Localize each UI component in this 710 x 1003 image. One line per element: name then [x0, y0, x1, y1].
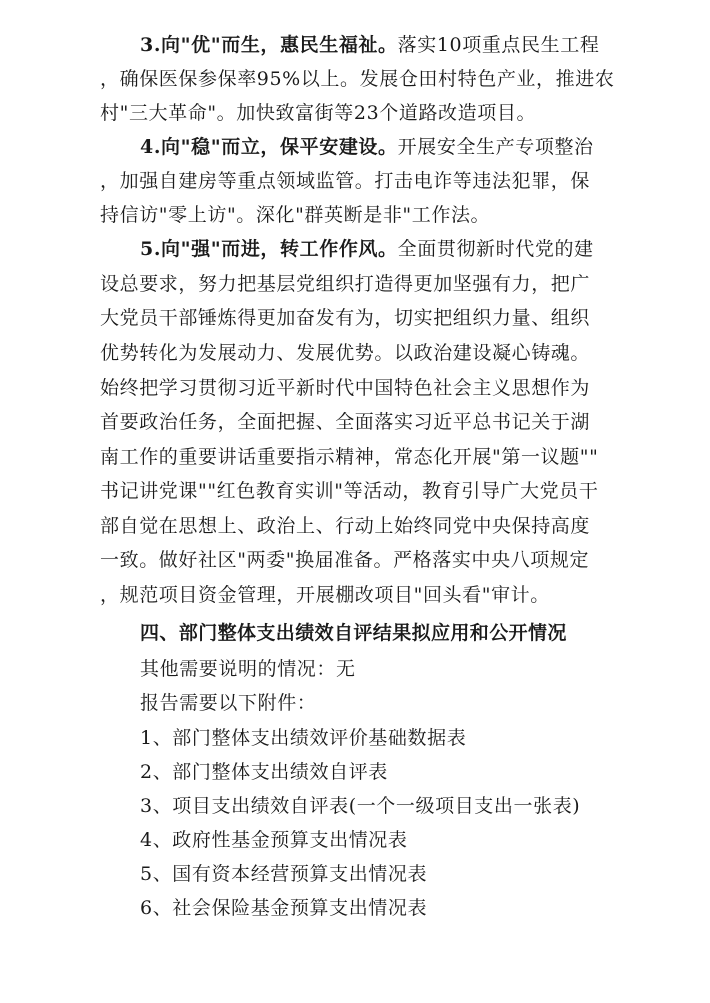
attachment-item: 6、社会保险基金预算支出情况表 [140, 897, 428, 919]
paragraph-5-line-5: 始终把学习贯彻习近平新时代中国特色社会主义思想作为 [100, 377, 591, 399]
attachment-item: 3、项目支出绩效自评表(一个一级项目支出一张表) [140, 795, 581, 817]
paragraph-4-line-1 [140, 135, 594, 159]
paragraph-3-line-1 [140, 33, 599, 57]
paragraph-4-lead: 4.向"稳"而立，保平安建设。 [140, 136, 398, 158]
paragraph-5-line-11: ，规范项目资金管理，开展棚改项目"回头看"审计。 [100, 584, 550, 606]
paragraph-5-line-1 [140, 237, 594, 261]
paragraph-3-text: 落实10项重点民生工程 [397, 34, 600, 56]
paragraph-5-line-6: 首要政治任务，全面把握、全面落实习近平总书记关于湖 [100, 411, 591, 433]
paragraph-5-line-4: 优势转化为发展动力、发展优势。以政治建设凝心铸魂。 [100, 342, 591, 364]
paragraph-5-text: 全面贯彻新时代党的建 [397, 238, 594, 260]
paragraph-3-lead: 3.向"优"而生，惠民生福祉。 [140, 34, 398, 56]
paragraph-5-lead: 5.向"强"而进，转工作作风。 [140, 238, 398, 260]
paragraph-5-line-9: 部自觉在思想上、政治上、行动上始终同党中央保持高度 [100, 515, 591, 537]
paragraph-5-line-8: 书记讲党课""红色教育实训"等活动，教育引导广大党员干 [100, 480, 599, 502]
attachment-item: 2、部门整体支出绩效自评表 [140, 761, 388, 783]
paragraph-3-line-2: ，确保医保参保率95%以上。发展仓田村特色产业，推进农 [100, 68, 615, 90]
paragraph-3-line-3: 村"三大革命"。加快致富街等23个道路改造项目。 [100, 102, 537, 124]
attachment-item: 1、部门整体支出绩效评价基础数据表 [140, 727, 467, 749]
paragraph-4-line-2: ，加强自建房等重点领域监管。打击电诈等违法犯罪，保 [100, 170, 591, 192]
paragraph-4-line-3: 持信访"零上访"。深化"群英断是非"工作法。 [100, 204, 491, 226]
paragraph-5-line-2: 设总要求，努力把基层党组织打造得更加坚强有力，把广 [100, 273, 591, 295]
section-heading: 四、部门整体支出绩效自评结果拟应用和公开情况 [140, 622, 567, 644]
paragraph-4-text: 开展安全生产专项整治 [397, 136, 594, 158]
attachment-item: 5、国有资本经营预算支出情况表 [140, 863, 428, 885]
paragraph-5-line-7: 南工作的重要讲话重要指示精神，常态化开展"第一议题"" [100, 446, 599, 468]
attachment-item: 4、政府性基金预算支出情况表 [140, 829, 408, 851]
attachments-intro: 报告需要以下附件： [140, 692, 317, 714]
paragraph-5-line-3: 大党员干部锤炼得更加奋发有为，切实把组织力量、组织 [100, 307, 591, 329]
other-note: 其他需要说明的情况：无 [140, 658, 356, 680]
paragraph-5-line-10: 一致。做好社区"两委"换届准备。严格落实中央八项规定 [100, 549, 590, 571]
